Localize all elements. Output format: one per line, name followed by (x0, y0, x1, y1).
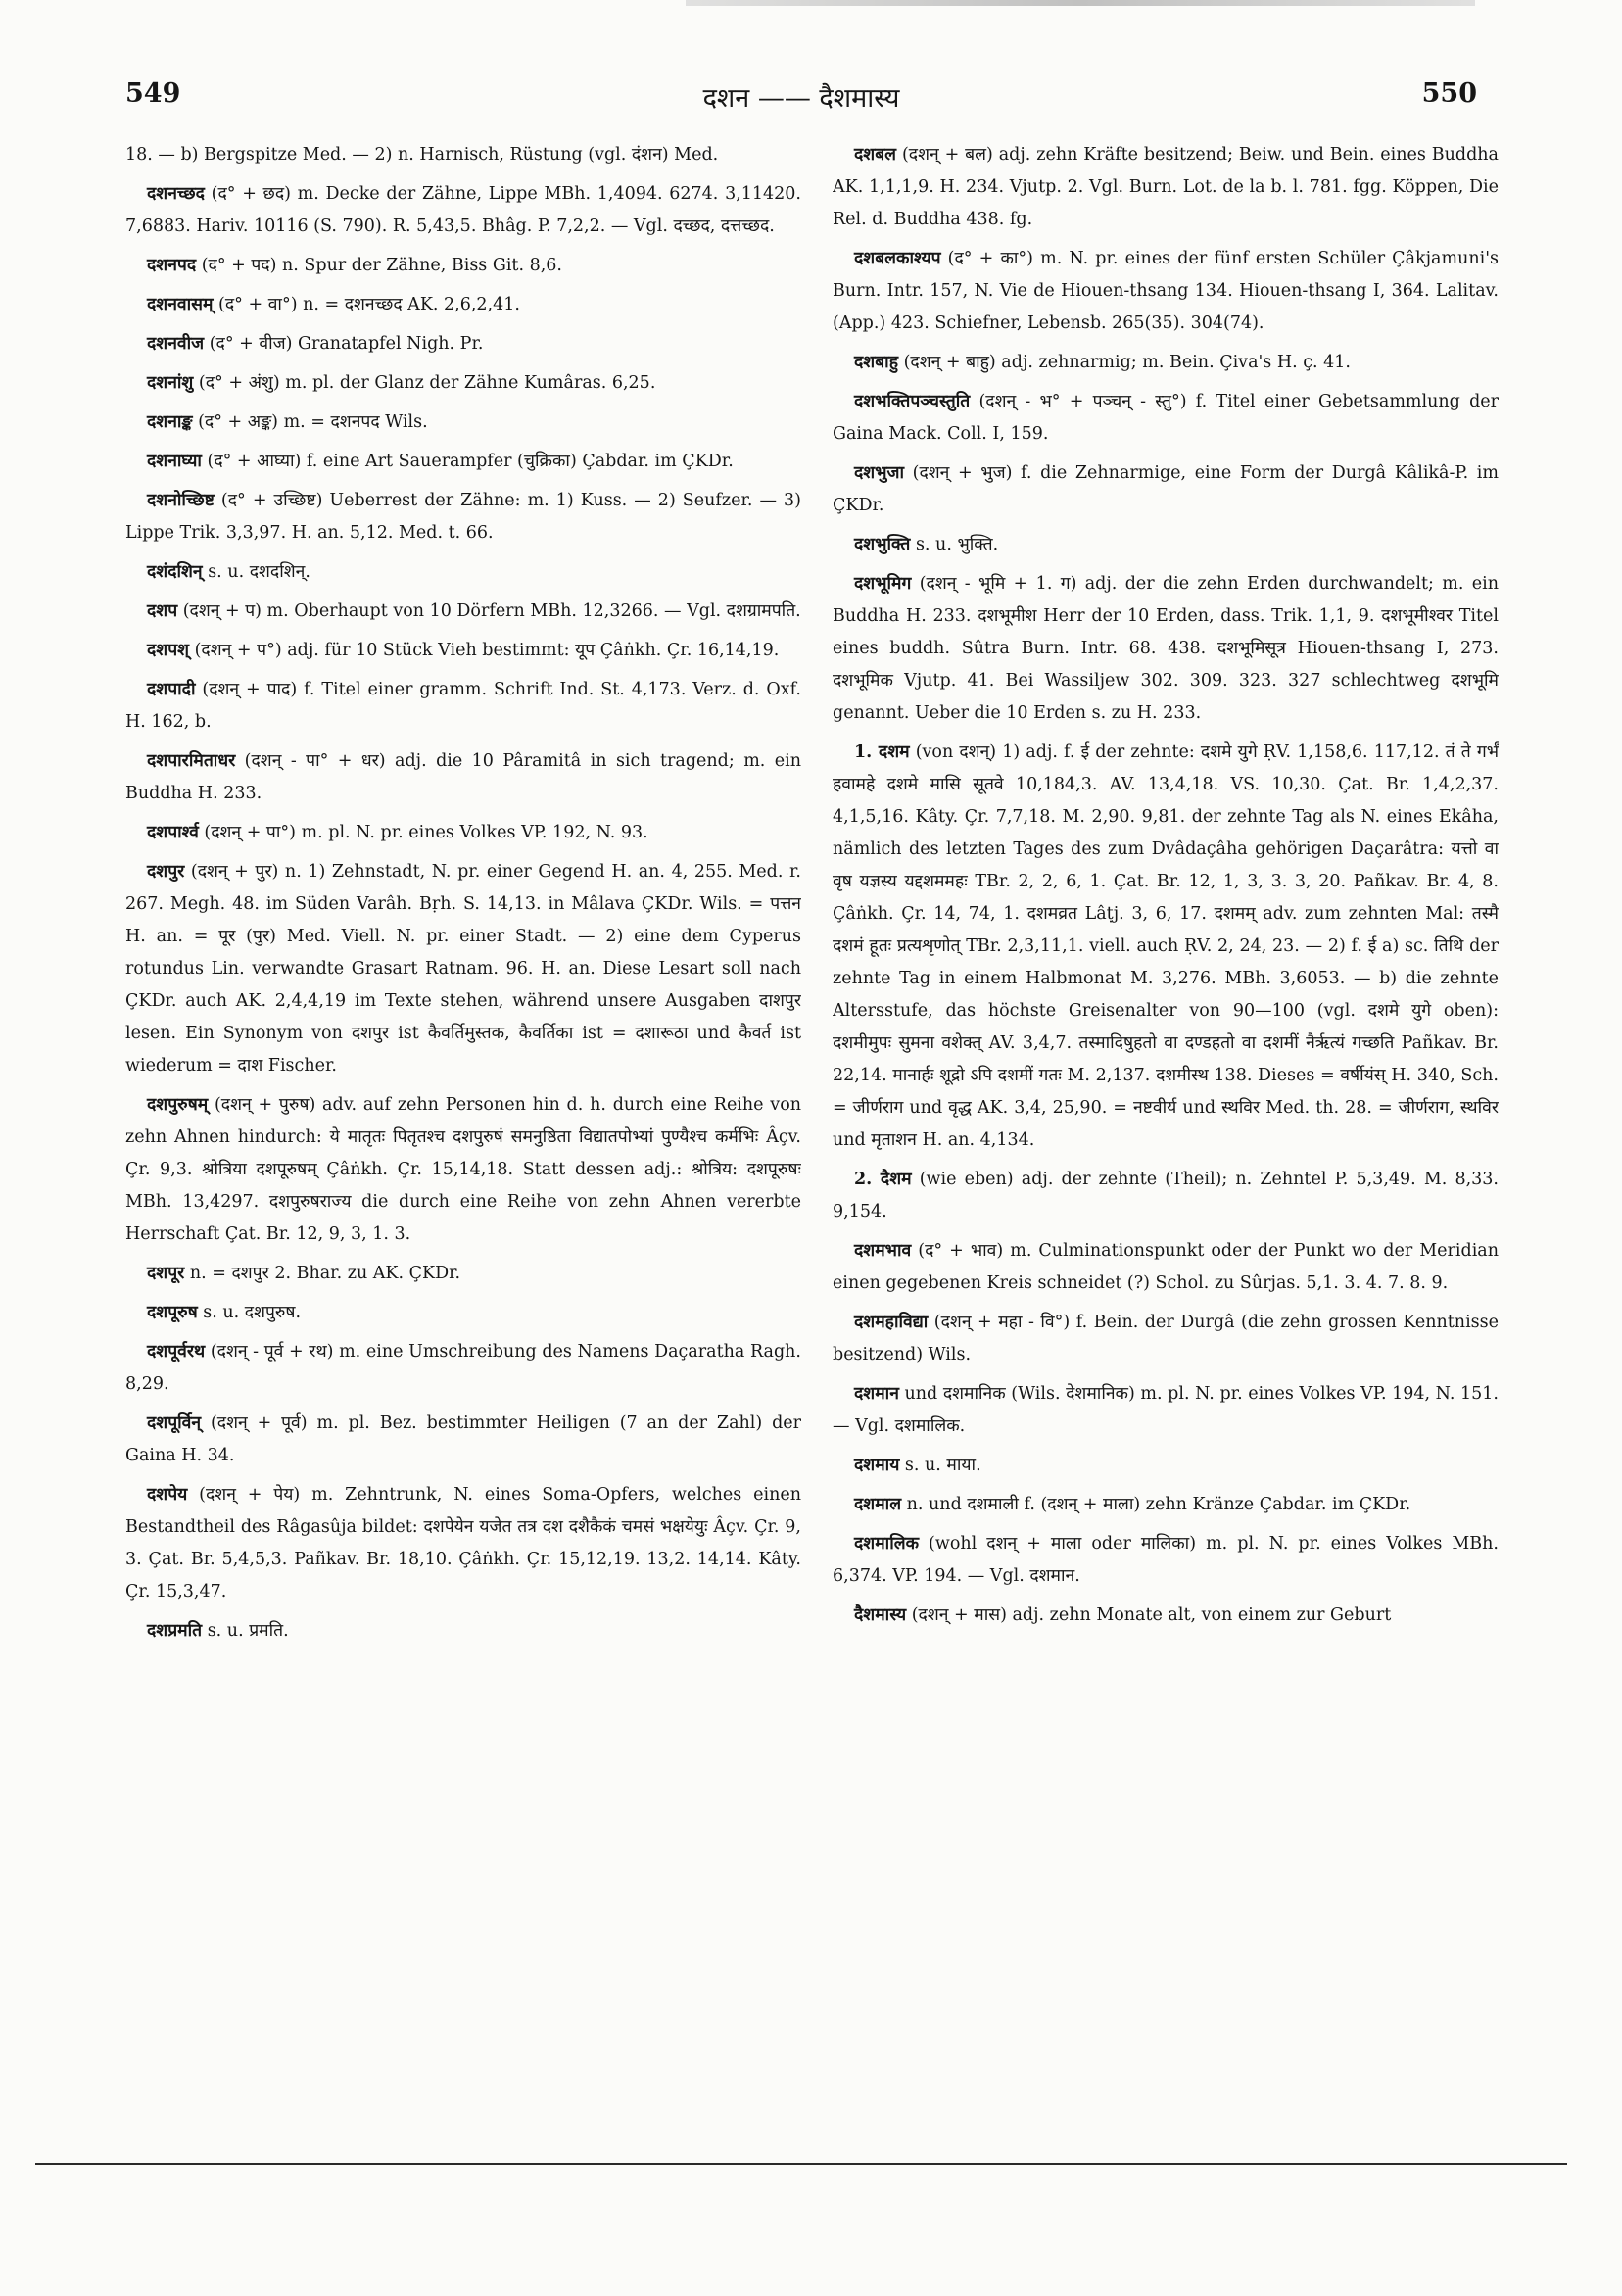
entry-text: n. und दशमाली f. (दशन् + माला) zehn Kränze Çabdar. im ÇKDr. (901, 1495, 1411, 1514)
entry-text: (दशन् + पुरुष) adv. auf zehn Personen hin d. h. durch eine Reihe von zehn Ahnen hindurch: ये मातृतः पितृतश्च दशपुरुषं समनुष्ठिता विद्यातपोभ्यां पुण्यैश्च कर्मभिः Âçv. Çr. 9,3. श्रोत्रिया दशपूरुषम् Çâṅkh. Çr. 15,14,18. Statt dessen adj.: श्रोत्रिय: दशपूरुषः MBh. 13,4297. दशपुरुषराज्य die durch eine Reihe von zehn Ahnen vererbte Herrschaft Çat. Br. 12, 9, 3, 1. 3. (125, 1095, 801, 1244)
entry-text: (द° + का°) m. N. pr. eines der fünf ersten Schüler Çâkjamuni's Burn. Intr. 157, N. Vie de Hiouen-thsang 134. Hiouen-thsang I, 364. Lalitav. (App.) 423. Schiefner, Lebensb. 265(35). 304(74). (833, 249, 1499, 333)
dictionary-entry (125, 1479, 801, 1608)
entry-headword: दशबाहु (854, 353, 899, 372)
entry-text: (द° + आघ्या) f. eine Art Sauerampfer (चुक्रिका) Çabdar. im ÇKDr. (201, 452, 734, 471)
entry-text: (दशन् + पूर्व) m. pl. Bez. bestimmter Heiligen (7 an der Zahl) der Gaina H. 34. (125, 1413, 801, 1465)
bottom-rule (35, 2163, 1567, 2165)
dictionary-entry (833, 1164, 1499, 1228)
dictionary-entry (833, 1600, 1499, 1632)
entry-text: (दशन् + पुर) n. 1) Zehnstadt, N. pr. einer Gegend H. an. 4, 255. Med. r. 267. Megh. 48. im Süden Varâh. Bṛh. S. 14,13. in Mâlava ÇKDr. Wils. = पत्तन H. an. = पूर (पुर) Med. Viell. N. pr. einer Stadt. — 2) eine dem Cyperus rotundus Lin. verwandte Grasart Ratnam. 96. H. an. Diese Lesart soll nach ÇKDr. auch AK. 2,4,4,19 im Texte stehen, während unsere Ausgaben दाशपुर lesen. Ein Synonym von दशपुर ist कैवर्तिमुस्तक, कैवर्तिका ist = दशारूठा und कैवर्त ist wiederum = दाश Fischer. (125, 862, 801, 1076)
dictionary-entry (833, 1528, 1499, 1593)
dictionary-entry (125, 250, 801, 282)
dictionary-entry (125, 745, 801, 810)
entry-text: (दशन् + पा°) m. pl. N. pr. eines Volkes VP. 192, N. 93. (198, 823, 648, 842)
entry-headword: दशनवासम् (147, 295, 214, 314)
dictionary-entry (125, 446, 801, 478)
dictionary-entry (833, 737, 1499, 1157)
right-column (833, 139, 1499, 1994)
entry-text: (द° + छद) m. Decke der Zähne, Lippe MBh. 1,4094. 6274. 3,11420. 7,6883. Hariv. 10116 (S. 790). R. 5,43,5. Bhâg. P. 7,2,2. — Vgl. दच्छद, दत्तच्छद. (125, 184, 801, 236)
dictionary-entry (125, 367, 801, 400)
dictionary-entry (125, 1258, 801, 1290)
dictionary-entry (125, 817, 801, 849)
entry-text: (दशन् + भुज) f. die Zehnarmige, eine Form der Durgâ Kâlikâ-P. im ÇKDr. (833, 463, 1499, 515)
entry-text: (द° + उच्छिष्ट) Ueberrest der Zähne: m. 1) Kuss. — 2) Seufzer. — 3) Lippe Trik. 3,3,97. H. an. 5,12. Med. t. 66. (125, 491, 801, 543)
entry-headword: दशभुजा (854, 463, 905, 483)
entry-headword: दशपूरुष (147, 1303, 198, 1322)
dictionary-entry (833, 529, 1499, 561)
entry-headword: दशपूर्विन् (147, 1413, 202, 1433)
entry-headword: दशनाङ्क (147, 412, 193, 432)
entry-text: (दशन् + प) m. Oberhaupt von 10 Dörfern MBh. 12,3266. — Vgl. दशग्रामपति. (177, 601, 801, 621)
entry-text: (दशन् + बाहु) adj. zehnarmig; m. Bein. Çiva's H. ç. 41. (898, 353, 1351, 372)
entry-text: s. u. माया. (899, 1456, 981, 1475)
entry-text: (दशन् + मास) adj. zehn Monate alt, von einem zur Geburt (906, 1605, 1392, 1625)
entry-text: (द° + वा°) n. = दशनच्छद AK. 2,6,2,41. (213, 295, 520, 314)
entry-headword: दशनोच्छिष्ट (147, 491, 215, 510)
dictionary-entry (125, 1089, 801, 1251)
entry-headword: दशभक्तिपञ्चस्तुति (854, 392, 971, 411)
entry-headword: दशपूर (147, 1264, 185, 1283)
dictionary-entry (833, 1450, 1499, 1482)
dictionary-entry (125, 556, 801, 589)
entry-text: (दशन् - पा° + धर) adj. die 10 Pâramitâ in sich tragend; m. ein Buddha H. 233. (125, 751, 801, 803)
entry-text: n. = दशपुर 2. Bhar. zu AK. ÇKDr. (184, 1264, 461, 1283)
page-number-right: 550 (1421, 78, 1477, 109)
entry-text: (दशन् + पाद) f. Titel einer gramm. Schrift Ind. St. 4,173. Verz. d. Oxf. H. 162, b. (125, 680, 801, 732)
entry-text: s. u. भुक्ति. (910, 535, 999, 554)
dictionary-entry (125, 1336, 801, 1401)
dictionary-entry (833, 347, 1499, 379)
entry-headword: दशपश् (147, 641, 190, 660)
entry-text: (दशन् - पूर्व + रथ) m. eine Umschreibung des Namens Daçaratha Ragh. 8,29. (125, 1342, 801, 1394)
entry-headword: दशबल (854, 145, 897, 165)
entry-text: (द° + अंशु) m. pl. der Glanz der Zähne Kumâras. 6,25. (193, 373, 656, 393)
entry-text: (दशन् - भूमि + 1. ग) adj. der die zehn Erden durchwandelt; m. ein Buddha H. 233. दशभूमीश Herr der 10 Erden, dass. Trik. 1,1, 9. दशभूमीश्वर Titel eines buddh. Sûtra Burn. Intr. 68. 438. दशभूमिसूत्र Hiouen-thsang I, 273. दशभूमिक Vjutp. 41. Bei Wassiljew 302. 309. 323. 327 schlechtweg दशभूमि genannt. Ueber die 10 Erden s. zu H. 233. (833, 574, 1499, 723)
entry-headword: दशप (147, 601, 178, 621)
entry-headword: दशप्रमति (147, 1621, 203, 1641)
dictionary-entry (833, 139, 1499, 236)
dictionary-entry (125, 485, 801, 550)
dictionary-entry (125, 1615, 801, 1648)
dictionary-entry (125, 289, 801, 321)
page-header (125, 72, 1477, 121)
entry-text: s. u. प्रमति. (202, 1621, 289, 1641)
entry-text: und दशमानिक (Wils. देशमानिक) m. pl. N. pr. eines Volkes VP. 194, N. 151. — Vgl. दशमालिक. (833, 1384, 1499, 1436)
entry-headword: दशनच्छद (147, 184, 205, 204)
entry-text: (von दशन्) 1) adj. f. ई der zehnte: दशमे युगे ṚV. 1,158,6. 117,12. तं ते गर्भं हवामहे दशमे मासि सूतवे 10,184,3. AV. 13,4,18. VS. 10,30. Çat. Br. 1,4,2,37. 4,1,5,16. Kâty. Çr. 7,7,18. M. 2,90. 9,81. der zehnte Tag als N. eines Ekâha, nämlich des letzten Tages des zum Dvâdaçâha gehörigen Daçarâtra: यत्तो वा वृष यज्ञस्य यद्दशममहः TBr. 2, 2, 6, 1. Çat. Br. 12, 1, 3, 3. 3, 20. Pañkav. Br. 4, 8. Çâṅkh. Çr. 14, 74, 1. दशमव्रत Lâṭj. 3, 6, 17. दशमम् adv. zum zehnten Mal: तस्मै दशमं हूतः प्रत्यशृणोत् TBr. 2,3,11,1. viell. auch ṚV. 2, 24, 23. — 2) f. ई a) sc. तिथि der zehnte Tag in einem Halbmonat M. 3,276. MBh. 3,6053. — b) die zehnte Altersstufe, das höchste Greisenalter von 90—100 (vgl. दशमे युगे oben): दशमीमुपः सुमना वशेक्त् AV. 3,4,7. तस्मादिषुहतो वा दण्डहतो वा दशमीं नैर्ऋत्यं गच्छति Pañkav. Br. 22,14. मानार्हः शूद्रो ऽपि दशमीं गतः M. 2,137. दशमीस्थ 138. Dieses = वर्षीयंस् H. 340, Sch. = जीर्णराग und वृद्ध AK. 3,4, 25,90. = नष्टवीर्य und स्थविर Med. th. 28. = जीर्णराग, स्थविर und मृताशन H. an. 4,134. (833, 742, 1499, 1150)
left-column (125, 139, 801, 1994)
dictionary-entry (833, 457, 1499, 522)
running-title: दशन —— दैशमास्य (702, 83, 900, 114)
entry-headword: दशपेय (147, 1485, 188, 1505)
entry-text: (wie eben) adj. der zehnte (Theil); n. Zehntel P. 5,3,49. M. 8,33. 9,154. (833, 1170, 1499, 1221)
entry-headword: दशभूमिग (854, 574, 912, 594)
entry-headword: दशपूर्वरथ (147, 1342, 206, 1362)
scan-edge-artifact (686, 0, 1475, 6)
dictionary-entry (833, 1489, 1499, 1521)
entry-headword: दशंदशिन् (147, 562, 203, 582)
dictionary-entry (833, 1307, 1499, 1371)
dictionary-entry (125, 635, 801, 667)
entry-text: (दशन् + पेय) m. Zehntrunk, N. eines Soma-Opfers, welches einen Bestandtheil des Râgasûja bildet: दशपेयेन यजेत तत्र दश दशैकैकं चमसं भक्षयेयुः Âçv. Çr. 9, 3. Çat. Br. 5,4,5,3. Pañkav. Br. 18,10. Çâṅkh. Çr. 15,12,19. 13,2. 14,14. Kâty. Çr. 15,3,47. (125, 1485, 801, 1602)
dictionary-entry (833, 1235, 1499, 1300)
entry-text: (द° + पद) n. Spur der Zähne, Biss Git. 8,6. (196, 256, 562, 275)
page-number-left: 549 (125, 78, 181, 109)
entry-headword: दशपारमिताधर (147, 751, 236, 771)
dictionary-entry (125, 139, 801, 171)
dictionary-entry (125, 178, 801, 243)
entry-headword: दशनांशु (147, 373, 194, 393)
entry-text: 18. — b) Bergspitze Med. — 2) n. Harnisch, Rüstung (vgl. दंशन) Med. (125, 145, 719, 165)
entry-headword: दशमान (854, 1384, 899, 1404)
entry-text: (द° + अङ्क) m. = दशनपद Wils. (192, 412, 428, 432)
entry-text: (द° + भाव) m. Culminationspunkt oder der Punkt wo der Meridian einen gegebenen Kreis schneidet (?) Schol. zu Sûrjas. 5,1. 3. 4. 7. 8. 9. (833, 1241, 1499, 1293)
entry-headword: दैशमास्य (854, 1605, 907, 1625)
entry-headword: दशमाय (854, 1456, 900, 1475)
entry-headword: दशबलकाश्यप (854, 249, 941, 268)
dictionary-entry (125, 596, 801, 628)
entry-headword: दशपार्श्व (147, 823, 199, 842)
entry-headword: दशमहाविद्या (854, 1313, 929, 1332)
dictionary-entry (125, 1297, 801, 1329)
dictionary-entry (125, 407, 801, 439)
entry-text: (द° + वीज) Granatapfel Nigh. Pr. (204, 334, 484, 354)
entry-headword: दशपुर (147, 862, 185, 882)
entry-text: (दशन् + प°) adj. für 10 Stück Vieh bestimmt: यूप Çâṅkh. Çr. 16,14,19. (189, 641, 780, 660)
entry-text: (wohl दशन् + माला oder मालिका) m. pl. N. pr. eines Volkes MBh. 6,374. VP. 194. — Vgl. दशमान. (833, 1534, 1499, 1586)
entry-text: s. u. दशपुरुष. (197, 1303, 302, 1322)
entry-headword: 2. दैशम (854, 1170, 912, 1189)
dictionary-entry (833, 568, 1499, 730)
entry-text: (दशन् + महा - वि°) f. Bein. der Durgâ (die zehn grossen Kenntnisse besitzend) Wils. (833, 1313, 1499, 1364)
entry-headword: 1. दशम (854, 742, 910, 762)
entry-headword: दशमाल (854, 1495, 902, 1514)
entry-headword: दशमालिक (854, 1534, 920, 1554)
entry-headword: दशभुक्ति (854, 535, 911, 554)
entry-headword: दशपादी (147, 680, 196, 699)
entry-headword: दशनवीज (147, 334, 205, 354)
dictionary-entry (833, 386, 1499, 451)
entry-text: s. u. दशदशिन्. (202, 562, 310, 582)
entry-headword: दशमभाव (854, 1241, 912, 1261)
dictionary-entry (833, 1378, 1499, 1443)
dictionary-entry (125, 674, 801, 739)
dictionary-entry (125, 1408, 801, 1472)
dictionary-entry (125, 328, 801, 360)
entry-headword: दशनपद (147, 256, 197, 275)
entry-headword: दशनाघ्या (147, 452, 202, 471)
dictionary-entry (833, 243, 1499, 340)
dictionary-entry (125, 856, 801, 1082)
entry-text: (दशन् + बल) adj. zehn Kräfte besitzend; Beiw. und Bein. eines Buddha AK. 1,1,1,9. H. 234. Vjutp. 2. Vgl. Burn. Lot. de la b. l. 781. fgg. Köppen, Die Rel. d. Buddha 438. fg. (833, 145, 1499, 229)
entry-headword: दशपुरुषम् (147, 1095, 209, 1115)
entry-text: (दशन् - भ° + पञ्चन् - स्तु°) f. Titel einer Gebetsammlung der Gaina Mack. Coll. I, 159. (833, 392, 1499, 444)
